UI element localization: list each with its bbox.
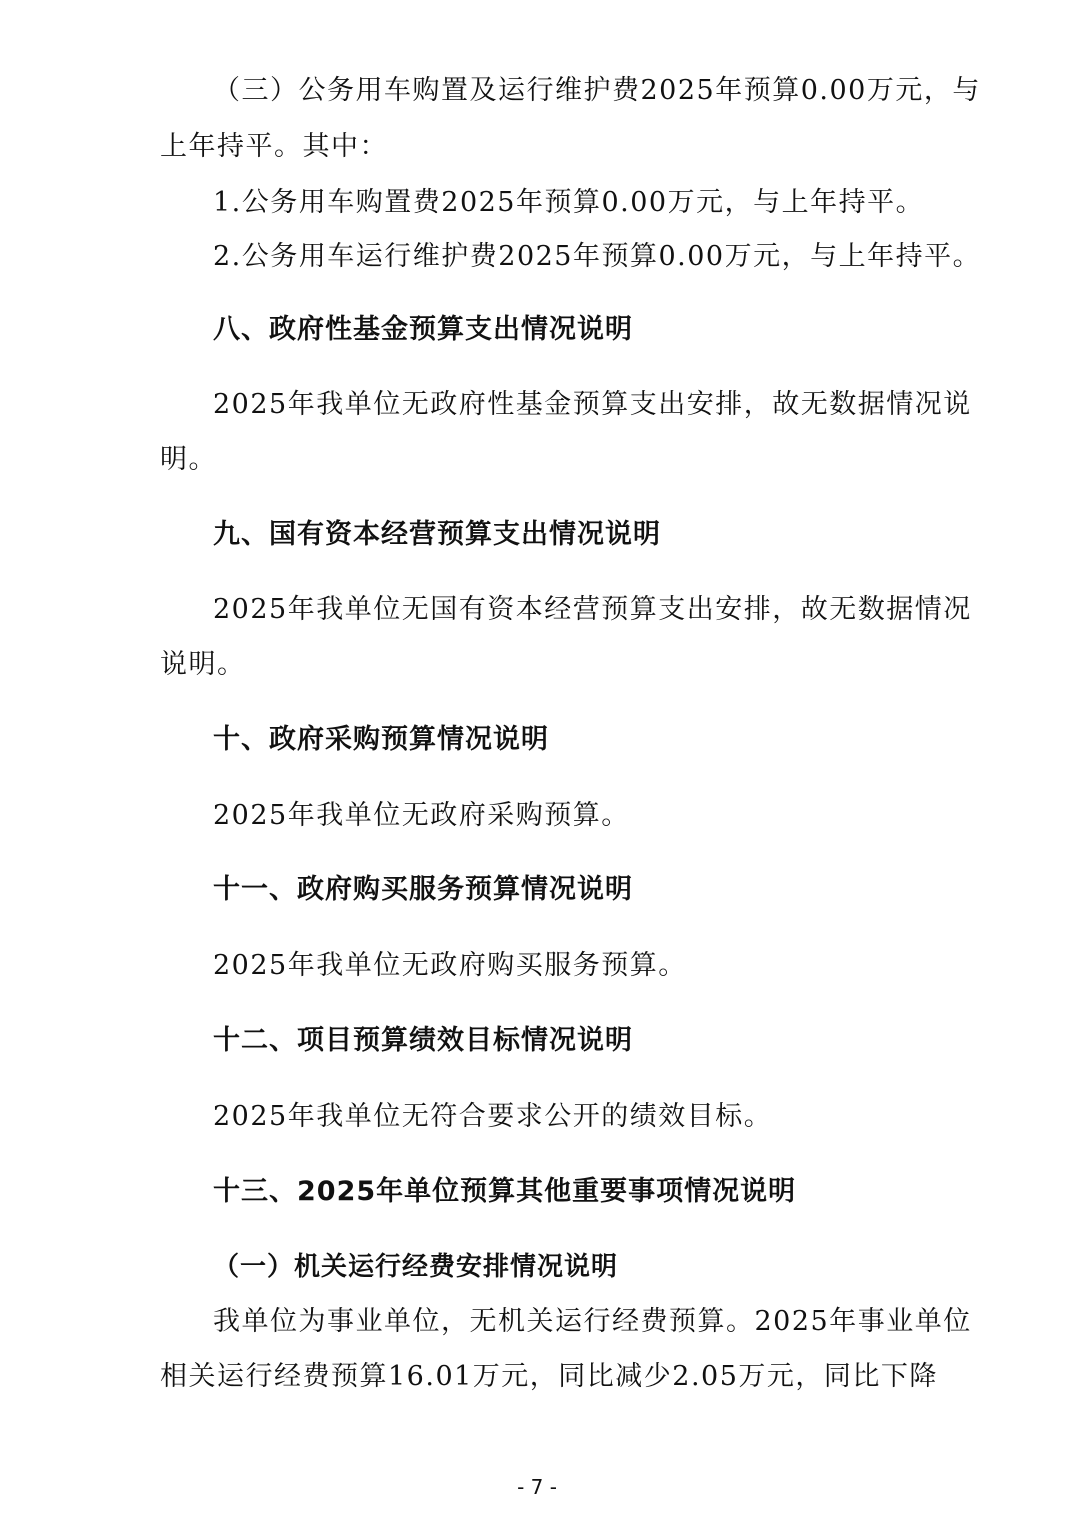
section-heading-13: 十三、2025年单位预算其他重要事项情况说明 bbox=[213, 1176, 797, 1207]
vehicle-cost-paragraph-line-1: （三）公务用车购置及运行维护费2025年预算0.00万元，与 bbox=[213, 75, 981, 106]
section-heading-8: 八、政府性基金预算支出情况说明 bbox=[213, 314, 633, 345]
vehicle-cost-paragraph-line-2: 上年持平。其中： bbox=[160, 131, 388, 162]
section-13-paragraph-line-1: 我单位为事业单位，无机关运行经费预算。2025年事业单位 bbox=[213, 1306, 972, 1337]
section-12-paragraph: 2025年我单位无符合要求公开的绩效目标。 bbox=[213, 1101, 773, 1132]
vehicle-purchase-paragraph: 1.公务用车购置费2025年预算0.00万元，与上年持平。 bbox=[213, 187, 925, 218]
section-8-paragraph-line-1: 2025年我单位无政府性基金预算支出安排，故无数据情况说 bbox=[213, 389, 972, 420]
vehicle-maintenance-paragraph: 2.公务用车运行维护费2025年预算0.00万元，与上年持平。 bbox=[213, 241, 982, 272]
section-9-paragraph-line-2: 说明。 bbox=[160, 649, 246, 680]
section-13-paragraph-line-2: 相关运行经费预算16.01万元，同比减少2.05万元，同比下降 bbox=[160, 1361, 938, 1392]
section-heading-9: 九、国有资本经营预算支出情况说明 bbox=[213, 519, 661, 550]
section-heading-11: 十一、政府购买服务预算情况说明 bbox=[213, 874, 633, 905]
section-13-subheading-1: （一）机关运行经费安排情况说明 bbox=[213, 1252, 619, 1282]
section-8-paragraph-line-2: 明。 bbox=[160, 444, 217, 475]
page-number: - 7 - bbox=[517, 1475, 557, 1499]
section-9-paragraph-line-1: 2025年我单位无国有资本经营预算支出安排，故无数据情况 bbox=[213, 594, 972, 625]
section-heading-12: 十二、项目预算绩效目标情况说明 bbox=[213, 1025, 633, 1056]
section-11-paragraph: 2025年我单位无政府购买服务预算。 bbox=[213, 950, 687, 981]
section-10-paragraph: 2025年我单位无政府采购预算。 bbox=[213, 800, 630, 831]
section-heading-10: 十、政府采购预算情况说明 bbox=[213, 724, 549, 755]
